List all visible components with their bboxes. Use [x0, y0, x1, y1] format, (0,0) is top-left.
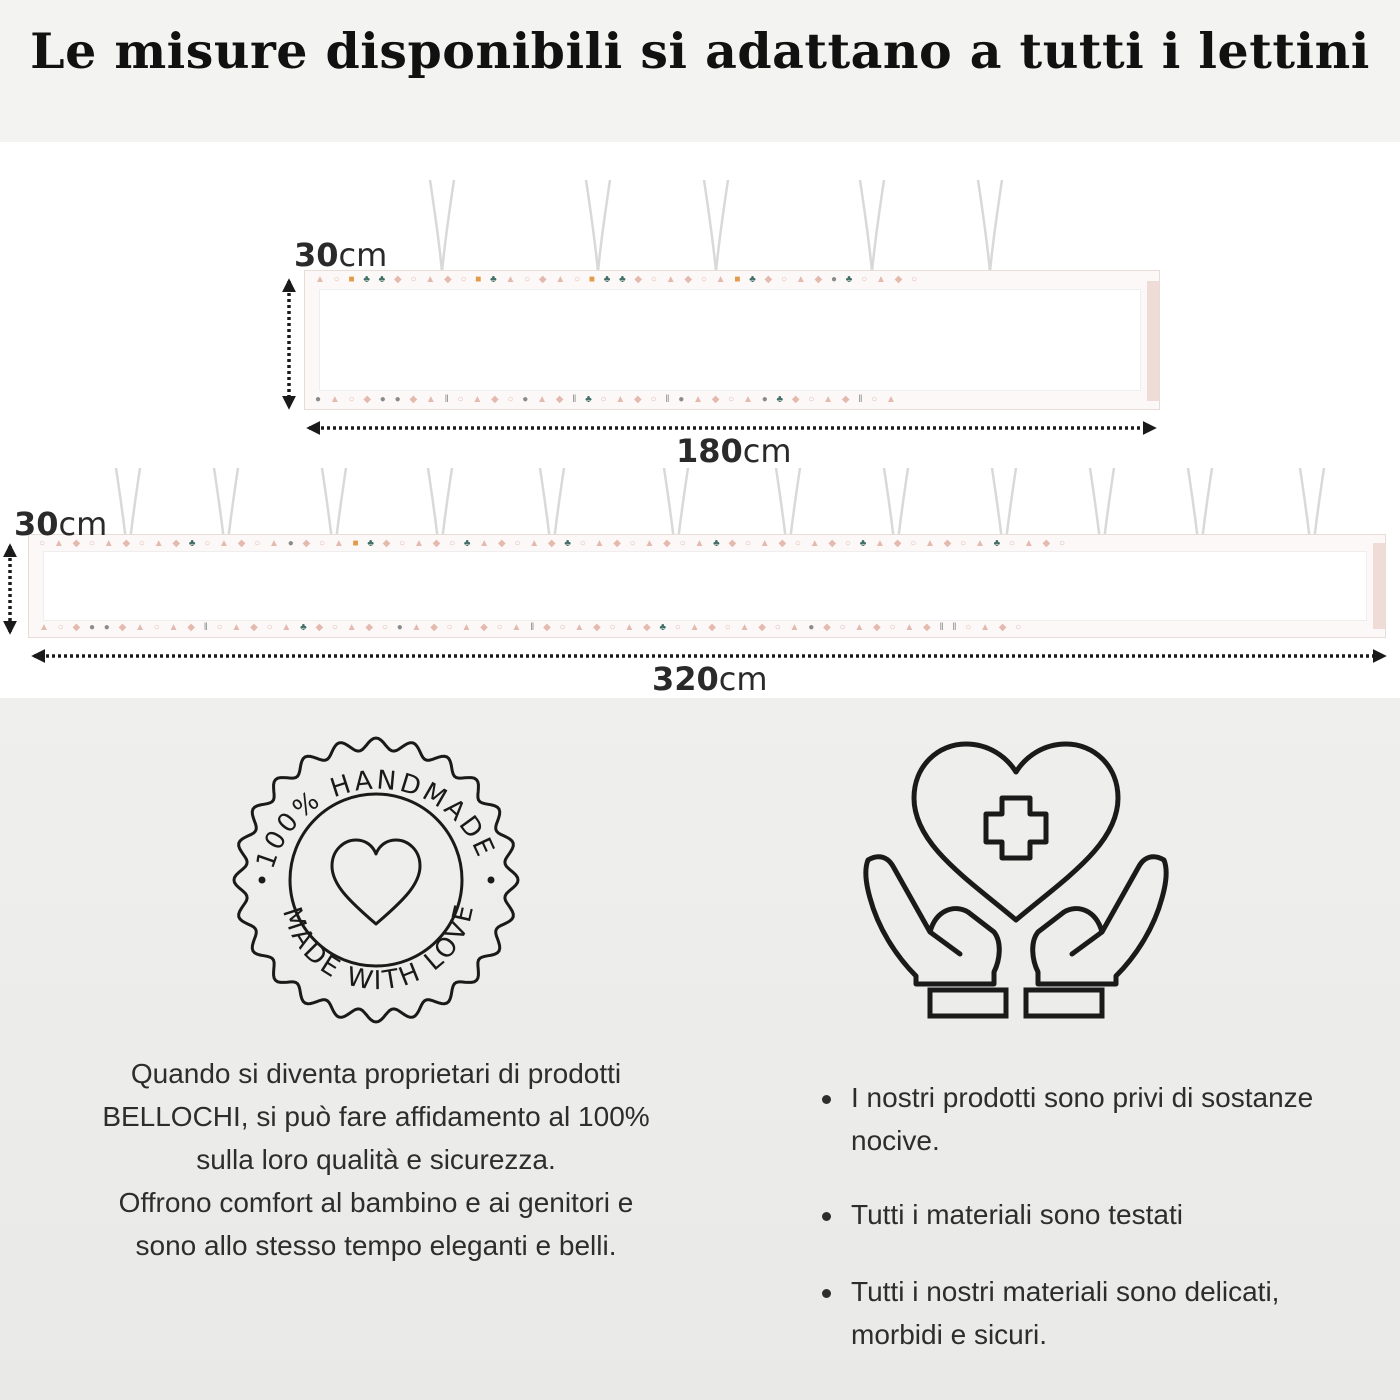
bumper-edge-trim: [1147, 281, 1159, 401]
fabric-print-top: ▲ ○ ■ ♣ ♣ ◆ ○ ▲ ◆ ○ ■ ♣ ▲ ○ ◆ ▲ ○ ■ ♣ ♣ ◆ ○ ▲ ◆ ○ ▲ ■ ♣ ◆ ○ ▲ ◆ ● ♣ ○ ▲ ◆ ○: [315, 274, 921, 285]
seal-dot-left: [259, 877, 266, 884]
seal-top-text: 100% HANDMADE: [250, 765, 501, 873]
fabric-tie: [422, 180, 462, 275]
description-line: BELLOCHI, si può fare affidamento al 100%: [102, 1101, 650, 1132]
bumper-mesh-panel: [319, 289, 1141, 391]
length-label-large: 320cm: [652, 660, 768, 698]
feature-item: I nostri prodotti sono privi di sostanze nocive.: [820, 1076, 1340, 1162]
description-line: Offrono comfort al bambino e ai genitori e: [118, 1187, 634, 1218]
fabric-tie: [696, 180, 736, 275]
heart-icon: [332, 840, 420, 924]
fabric-tie: [970, 180, 1010, 275]
bumper-mesh-panel: [43, 551, 1367, 621]
description-line: sono allo stesso tempo eleganti e belli.: [135, 1230, 617, 1261]
svg-text:100% HANDMADE: [251, 765, 501, 872]
right-hand: [1033, 857, 1166, 984]
right-cuff: [1026, 990, 1102, 1016]
length-label-small: 180cm: [676, 432, 792, 470]
feature-list: [820, 1076, 1340, 1390]
description-line: sulla loro qualità e sicurezza.: [196, 1144, 556, 1175]
fabric-tie: [852, 180, 892, 275]
description-line: Quando si diventa proprietari di prodotti: [130, 1058, 622, 1089]
bumper-180: [304, 270, 1160, 410]
feature-item: Tutti i nostri materiali sono delicati, morbidi e sicuri.: [820, 1270, 1340, 1356]
bumper-320: [28, 534, 1386, 638]
left-hand: [866, 857, 999, 984]
care-heart-outline: [914, 744, 1118, 920]
fabric-tie: [578, 180, 618, 275]
fabric-print-bottom: ▲ ○ ◆ ● ● ◆ ▲ ○ ▲ ◆ ‖ ○ ▲ ◆ ○ ▲ ♣ ◆ ○ ▲ ◆ ○ ● ▲ ◆ ○ ▲ ◆ ○ ▲ ‖ ◆ ○ ▲ ◆ ○ ▲ ◆ ♣ ○ ▲ ◆ ○ ▲ ◆ ○ ▲ ● ◆ ○ ▲ ◆ ○ ▲ ◆ ‖ ‖ ○ ▲ ◆ ○: [39, 622, 1025, 633]
left-cuff: [930, 990, 1006, 1016]
handmade-seal-icon: [228, 728, 528, 1028]
height-label-small: 30cm: [294, 236, 388, 274]
hands-holding-heart-icon: [856, 728, 1176, 1028]
fabric-print-top: ○ ▲ ◆ ○ ▲ ◆ ○ ▲ ◆ ♣ ○ ▲ ◆ ○ ▲ ● ◆ ○ ▲ ■ ♣ ◆ ○ ▲ ◆ ○ ♣ ▲ ◆ ○ ▲ ◆ ♣ ○ ▲ ◆ ○ ▲ ◆ ○ ▲ ♣ ◆ ○ ▲ ◆ ○ ▲ ◆ ○ ♣ ▲ ◆ ○ ▲ ◆ ○ ▲ ♣ ○ ▲ ◆ ○: [39, 538, 1069, 549]
feature-item: Tutti i materiali sono testati: [820, 1193, 1340, 1236]
bumper-edge-trim: [1373, 543, 1385, 629]
height-label-large: 30cm: [14, 505, 108, 543]
svg-text:MADE WITH LOVE: [276, 900, 481, 997]
fabric-print-bottom: ● ▲ ○ ◆ ● ● ◆ ▲ ‖ ○ ▲ ◆ ○ ● ▲ ◆ ‖ ♣ ○ ▲ ◆ ○ ‖ ● ▲ ◆ ○ ▲ ● ♣ ◆ ○ ▲ ◆ ‖ ○ ▲: [315, 394, 899, 405]
medical-cross-icon: [986, 798, 1046, 858]
seal-dot-right: [488, 877, 495, 884]
description-text: [40, 1052, 712, 1267]
seal-bottom-text: MADE WITH LOVE: [276, 899, 481, 997]
page-title: Le misure disponibili si adattano a tutti i lettini: [30, 22, 1370, 80]
